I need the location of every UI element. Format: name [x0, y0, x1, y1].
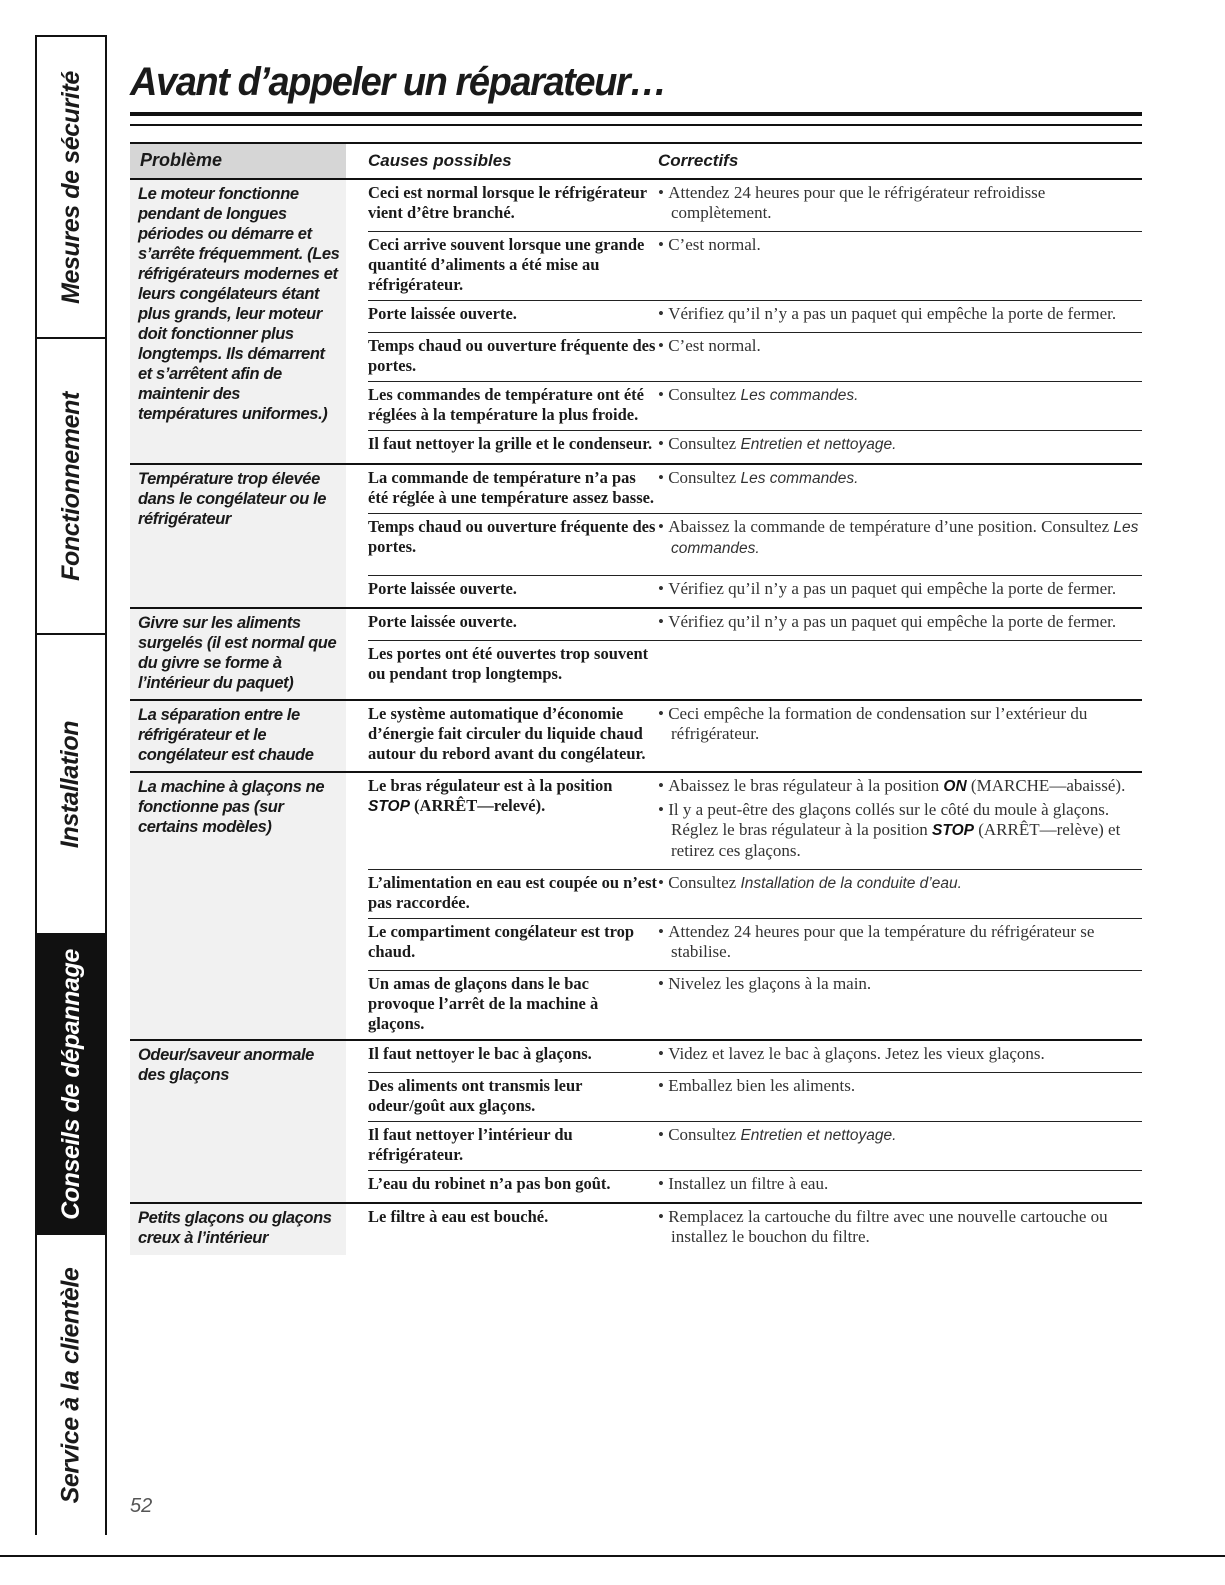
fix-cell	[658, 641, 1142, 689]
problem-group	[130, 699, 1142, 771]
fix-item	[658, 336, 1142, 356]
problem-cell: Odeur/saveur anormale des glaçons	[130, 1041, 346, 1202]
keyword: STOP	[932, 822, 974, 839]
cause-cell: Les portes ont été ouvertes trop souvent ou pendant trop longtemps.	[368, 644, 649, 683]
bottom-rule	[0, 1555, 1225, 1557]
cause-cell: Porte laissée ouverte.	[368, 304, 517, 323]
fix-item	[658, 517, 1142, 559]
cause-rows	[368, 1204, 1142, 1255]
fix-item	[658, 304, 1142, 324]
problem-cell: Petits glaçons ou glaçons creux à l’intérieur	[130, 1204, 346, 1255]
cause-cell	[368, 773, 658, 869]
fix-cell	[658, 576, 1142, 607]
fix-item	[658, 434, 1142, 455]
fix-text: Installez un filtre à eau.	[668, 1174, 829, 1193]
cause-row	[368, 869, 1142, 918]
cause-row	[368, 1204, 1142, 1255]
cause-row	[368, 465, 1142, 513]
fix-cell	[658, 1171, 1142, 1202]
fix-text: C’est normal.	[668, 235, 761, 254]
keyword: STOP	[368, 798, 410, 815]
problem-group	[130, 178, 1142, 463]
fix-text: Nivelez les glaçons à la main.	[668, 974, 872, 993]
fix-item	[658, 1174, 1142, 1194]
fix-item	[658, 1044, 1142, 1064]
fix-item	[658, 1125, 1142, 1146]
troubleshooting-table	[130, 142, 1142, 1255]
causes-header: Causes possibles	[368, 151, 512, 170]
tab-label: Conseils de dépannage	[56, 948, 85, 1220]
section-reference: Entretien et nettoyage.	[740, 1127, 897, 1144]
fix-cell	[658, 1073, 1142, 1121]
fix-item	[658, 579, 1142, 599]
fix-text: Vérifiez qu’il n’y a pas un paquet qui empêche la porte de fermer.	[668, 304, 1117, 323]
section-reference: Les commandes.	[740, 470, 859, 487]
problem-group	[130, 1039, 1142, 1202]
tab-service-clientele[interactable]	[35, 1233, 107, 1535]
fix-cell	[658, 1204, 1142, 1255]
cause-text: Le bras régulateur est à la position	[368, 776, 613, 795]
fix-item	[658, 183, 1142, 223]
fix-cell	[658, 232, 1142, 300]
section-tabs	[35, 35, 107, 1535]
fix-cell	[658, 431, 1142, 463]
fix-cell	[658, 609, 1142, 640]
problem-cell: La machine à glaçons ne fonctionne pas (sur certains modèles)	[130, 773, 346, 1039]
cause-text: (ARRÊT—relevé).	[409, 796, 546, 815]
fix-cell	[658, 180, 1142, 231]
fix-cell	[658, 773, 1142, 869]
fix-text: Attendez 24 heures pour que le réfrigérateur refroidisse complètement.	[668, 183, 1046, 222]
fix-text: (ARRÊT—relève) et retirez ces glaçons.	[671, 820, 1121, 860]
fix-item	[658, 235, 1142, 255]
fix-text: Vérifiez qu’il n’y a pas un paquet qui empêche la porte de fermer.	[668, 579, 1117, 598]
problem-cell: Température trop élevée dans le congélateur ou le réfrigérateur	[130, 465, 346, 607]
problem-cell: Le moteur fonctionne pendant de longues périodes ou démarre et s’arrête fréquemment. (Les réfrigérateurs modernes et leurs congélateurs étant plus grands, leur moteur doit fonctionner plus longtemps. Ils démarrent et s’arrêtent afin de maintenir des températures uniformes.)	[130, 180, 346, 463]
title-rule	[130, 112, 1142, 116]
cause-row	[368, 575, 1142, 607]
tab-label: Service à la clientèle	[56, 1267, 85, 1503]
fix-item	[658, 704, 1142, 744]
fix-cell	[658, 465, 1142, 513]
problem-group	[130, 607, 1142, 699]
cause-cell: Le compartiment congélateur est trop chaud.	[368, 922, 635, 961]
cause-cell: Les commandes de température ont été réglées à la température la plus froide.	[368, 385, 645, 424]
cause-cell: L’alimentation en eau est coupée ou n’est pas raccordée.	[368, 873, 658, 912]
cause-cell: Le système automatique d’économie d’énergie fait circuler du liquide chaud autour du rebord avant du congélateur.	[368, 704, 646, 763]
cause-row	[368, 970, 1142, 1039]
problem-group	[130, 463, 1142, 607]
cause-row	[368, 1121, 1142, 1170]
cause-cell: Ceci arrive souvent lorsque une grande quantité d’aliments a été mise au réfrigérateur.	[368, 235, 645, 294]
cause-cell: Il faut nettoyer la grille et le condenseur.	[368, 434, 653, 453]
tab-label: Fonctionnement	[56, 391, 85, 581]
cause-rows	[368, 1041, 1142, 1202]
cause-row	[368, 430, 1142, 463]
fix-cell	[658, 333, 1142, 381]
cause-rows	[368, 465, 1142, 607]
cause-cell: Le filtre à eau est bouché.	[368, 1207, 549, 1226]
section-reference: Entretien et nettoyage.	[740, 436, 897, 453]
fix-item	[658, 385, 1142, 406]
cause-cell: Un amas de glaçons dans le bac provoque l’arrêt de la machine à glaçons.	[368, 974, 599, 1033]
problem-groups	[130, 178, 1142, 1255]
fix-text: Consultez	[668, 468, 741, 487]
problem-header-cell	[130, 144, 346, 178]
cause-rows	[368, 773, 1142, 1039]
page-title: Avant d’appeler un réparateur…	[130, 60, 666, 104]
page-number: 52	[130, 1495, 153, 1517]
fix-cell	[658, 1122, 1142, 1170]
fix-item	[658, 800, 1142, 861]
cause-row	[368, 513, 1142, 567]
cause-rows	[368, 609, 1142, 699]
cause-row	[368, 1041, 1142, 1072]
cause-cell: Temps chaud ou ouverture fréquente des portes.	[368, 517, 656, 556]
fix-item	[658, 612, 1142, 632]
cause-row	[368, 300, 1142, 332]
fix-text: Abaissez la commande de température d’une position. Consultez	[668, 517, 1114, 536]
cause-cell: L’eau du robinet n’a pas bon goût.	[368, 1174, 611, 1193]
cause-cell: Temps chaud ou ouverture fréquente des portes.	[368, 336, 656, 375]
fix-text: (MARCHE—abaissé).	[966, 776, 1126, 795]
fix-text: Consultez	[668, 873, 741, 892]
fix-item	[658, 468, 1142, 489]
fix-text: C’est normal.	[668, 336, 761, 355]
cause-row	[368, 231, 1142, 300]
cause-cell: Il faut nettoyer le bac à glaçons.	[368, 1044, 592, 1063]
fix-item	[658, 873, 1142, 894]
tab-conseils-depannage[interactable]	[35, 933, 107, 1233]
fix-cell	[658, 1041, 1142, 1072]
cause-row	[368, 701, 1142, 769]
fix-text: Il y a peut-être des glaçons collés sur le côté du moule à glaçons. Réglez le bras régulateur à la position	[668, 800, 1110, 839]
fix-text: Abaissez le bras régulateur à la position	[668, 776, 944, 795]
cause-cell: La commande de température n’a pas été réglée à une température assez basse.	[368, 468, 655, 507]
fix-cell	[658, 971, 1142, 1039]
table-header	[130, 142, 1142, 178]
fix-item	[658, 776, 1142, 797]
cause-row	[368, 609, 1142, 640]
fix-cell	[658, 301, 1142, 332]
fix-cell	[658, 514, 1142, 567]
cause-row	[368, 773, 1142, 869]
problem-group	[130, 771, 1142, 1039]
fixes-header: Correctifs	[658, 151, 739, 170]
cause-cell: Des aliments ont transmis leur odeur/goût aux glaçons.	[368, 1076, 583, 1115]
fix-text: Consultez	[668, 434, 741, 453]
fix-text: Vérifiez qu’il n’y a pas un paquet qui empêche la porte de fermer.	[668, 612, 1117, 631]
cause-cell: Ceci est normal lorsque le réfrigérateur vient d’être branché.	[368, 183, 647, 222]
title-rule	[130, 124, 1142, 126]
fix-text: Remplacez la cartouche du filtre avec une nouvelle cartouche ou installez le bouchon du filtre.	[668, 1207, 1108, 1246]
tab-installation[interactable]	[35, 633, 107, 933]
fix-cell	[658, 870, 1142, 918]
fix-text: Consultez	[668, 385, 741, 404]
cause-row	[368, 381, 1142, 430]
tab-fonctionnement[interactable]	[35, 337, 107, 633]
section-reference: Installation de la conduite d’eau.	[740, 875, 962, 892]
section-reference: Les commandes.	[671, 519, 1139, 557]
problem-group	[130, 1202, 1142, 1255]
fix-item	[658, 922, 1142, 962]
cause-row	[368, 1170, 1142, 1202]
problem-cell: Givre sur les aliments surgelés (il est normal que du givre se forme à l’intérieur du paquet)	[130, 609, 346, 699]
problem-cell: La séparation entre le réfrigérateur et le congélateur est chaude	[130, 701, 346, 771]
fix-item	[658, 1207, 1142, 1247]
fix-text: Emballez bien les aliments.	[668, 1076, 856, 1095]
cause-rows	[368, 701, 1142, 771]
tab-label: Mesures de sécurité	[56, 70, 85, 304]
cause-cell: Porte laissée ouverte.	[368, 579, 517, 598]
cause-row	[368, 1072, 1142, 1121]
row-spacer	[368, 567, 1142, 575]
cause-cell: Il faut nettoyer l’intérieur du réfrigérateur.	[368, 1125, 573, 1164]
cause-cell: Porte laissée ouverte.	[368, 612, 517, 631]
cause-row	[368, 332, 1142, 381]
tab-label: Installation	[56, 720, 85, 848]
fix-item	[658, 1076, 1142, 1096]
fix-text: Consultez	[668, 1125, 741, 1144]
fix-item	[658, 974, 1142, 994]
cause-row	[368, 180, 1142, 231]
fix-cell	[658, 701, 1142, 769]
tab-mesures-securite[interactable]	[35, 35, 107, 337]
section-reference: Les commandes.	[740, 387, 859, 404]
fix-cell	[658, 382, 1142, 430]
cause-row	[368, 640, 1142, 689]
fix-cell	[658, 919, 1142, 970]
fix-text: Attendez 24 heures pour que la température du réfrigérateur se stabilise.	[668, 922, 1095, 961]
cause-row	[368, 918, 1142, 970]
keyword: ON	[943, 778, 967, 795]
cause-rows	[368, 180, 1142, 463]
fix-text: Ceci empêche la formation de condensation sur l’extérieur du réfrigérateur.	[668, 704, 1088, 743]
fix-text: Videz et lavez le bac à glaçons. Jetez les vieux glaçons.	[668, 1044, 1045, 1063]
problem-header: Problème	[140, 150, 223, 170]
